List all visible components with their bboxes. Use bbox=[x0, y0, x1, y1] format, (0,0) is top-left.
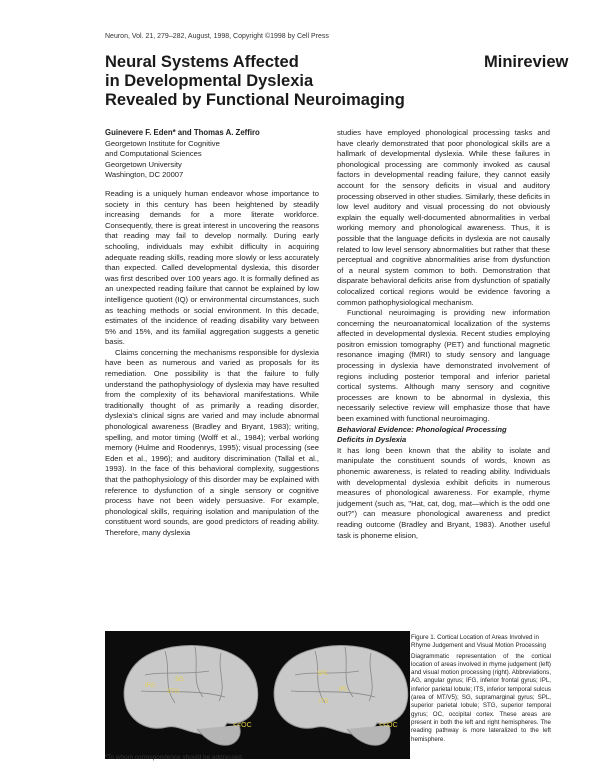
caption-title: Figure 1. Cortical Location of Areas Involved in Rhyme Judgement and Visual Motion Processing bbox=[411, 634, 547, 650]
column-left bbox=[105, 128, 319, 539]
section-heading-line-2: Deficits in Dyslexia bbox=[337, 435, 407, 445]
body-paragraph: Reading is a uniquely human endeavor whose importance to society in this century has been heightened by steadily increasing demands for a more literate workforce. Consequently, there is great interest in uncovering the reasons that reading may fail to develop normally. During early schooling, individuals may exhibit difficulty in acquiring adequate reading skills, reading more slowly or less accurately than expected. Called developmental dyslexia, this disorder was first described over 100 years ago. It is formally defined as an unexpected reading failure that cannot be explained by low intelligence quotient (IQ) or environmental circumstances, such as teaching methods or social environment. In this decade, estimates of the incidence of reading disability vary between 5% and 15%, and its familial aggregation suggests a genetic basis. bbox=[105, 188, 319, 347]
author-affiliation bbox=[105, 139, 319, 181]
article-type-label: Minireview bbox=[484, 53, 569, 71]
footnote: *To whom correspondence should be addressed. bbox=[105, 754, 244, 761]
journal-citation: Neuron, Vol. 21, 279–282, August, 1998, Copyright ©1998 by Cell Press bbox=[105, 33, 329, 40]
body-paragraph: Claims concerning the mechanisms responsible for dyslexia have been as numerous and varied as proposals for its remediation. One possibility is that the failure to fully understand the pathophysiology of dyslexia may have resulted from the complexity of its behavioral manifestations. While traditionally thought of as primarily a reading disorder, dyslexia's clinical signs are varied and may include abnormal phonological awareness (Bradley and Bryant, 1983); writing, spelling, and motor timing (Wolff et al., 1984); verbal working memory (Hulme and Roodenrys, 1995); visual processing (see Eden et al., 1996); and auditory discrimination (Tallal et al., 1993). In the face of this behavioral complexity, suggestions that the pathophysiology of this disorder may be explained with reference to dysfunction of a single sensory or cognitive process have not been widely persuasive. For example, phonological skills, requiring isolation and manipulation of the constituent word sounds, are good predictors of reading ability. Therefore, many dyslexia bbox=[105, 347, 319, 537]
article-title bbox=[105, 53, 435, 110]
affiliation-line: Washington, DC 20007 bbox=[105, 170, 184, 180]
oc-label-left: <<OC bbox=[233, 722, 252, 729]
body-paragraph: It has long been known that the ability to isolate and manipulate the constituent sounds of words, known as phonemic awareness, is related to reading ability. Individuals with developmental dyslexia exhibit deficits in numerous measures of phonological awareness. For example, rhyme judgement (such as, "Hat, cat, dog, mat—which is the odd one out?") can measure phonological awareness and predict reading outcome (Bradley and Bryant, 1983). Another useful task is phoneme elision, bbox=[337, 445, 550, 540]
column-right bbox=[337, 128, 550, 541]
title-line-3: Revealed by Functional Neuroimaging bbox=[105, 91, 405, 109]
svg-text:ITS: ITS bbox=[319, 699, 329, 705]
brain-diagrams bbox=[105, 631, 410, 759]
title-line-1: Neural Systems Affected bbox=[105, 53, 299, 71]
brain-left bbox=[124, 646, 258, 746]
svg-text:SG: SG bbox=[175, 677, 184, 683]
affiliation-line: Georgetown University bbox=[105, 159, 182, 169]
section-heading bbox=[337, 425, 550, 446]
author-names: Guinevere F. Eden* and Thomas A. Zeffiro bbox=[105, 128, 260, 137]
svg-text:IFG: IFG bbox=[145, 683, 155, 689]
brain-right bbox=[274, 646, 408, 746]
body-paragraph: studies have employed phonological processing tasks and have clearly demonstrated that poor phonological skills are a hallmark of developmental dyslexia. While these failures in phonological processing are commonly invoked as causal factors in developmental reading failure, they cannot easily account for the sensory deficits in visual and auditory processing observed in other studies. Similarly, these deficits in low level auditory and visual processing do not obviously explain the equally well-documented abnormalities in verbal working memory and phonological awareness. Thus, it is possible that the language deficits in dyslexia are not causally related to low level sensory abnormalities but rather that these perceptual and cognitive abnormalities arise from dysfunction of a neural system common to both. Demonstration that disparate behavioral deficits arise from dysfunction of spatially colocalized cortical regions would be evidence favoring a common pathophysiological mechanism. bbox=[337, 128, 550, 307]
affiliation-line: and Computational Sciences bbox=[105, 149, 202, 159]
figure-caption bbox=[411, 634, 551, 744]
figure-1-image bbox=[105, 631, 410, 759]
oc-label-right: <<OC bbox=[379, 722, 398, 729]
caption-body: Diagrammatic representation of the cortical location of areas involved in rhyme judgement (left) and visual motion processing (right). Abbreviations, AG, angular gyrus; IFG, inferior frontal gyrus; IPL, inferior parietal lobule; ITS, inferior temporal sulcus (area of MT/V5); SG, supramarginal gyrus; SPL, superior parietal lobule; STG, superior temporal gyrus; OC, occipital cortex. These areas are present in both the left and right hemispheres. The reading pathway is more lateralized to the left hemisphere. bbox=[411, 652, 551, 743]
svg-text:SPL: SPL bbox=[317, 671, 329, 677]
section-heading-line-1: Behavioral Evidence: Phonological Processing bbox=[337, 424, 507, 434]
title-line-2: in Developmental Dyslexia bbox=[105, 72, 314, 90]
affiliation-line: Georgetown Institute for Cognitive bbox=[105, 138, 220, 148]
svg-text:STG: STG bbox=[167, 689, 180, 695]
svg-text:IPL: IPL bbox=[339, 687, 349, 693]
body-paragraph: Functional neuroimaging is providing new information concerning the neuroanatomical localization of the systems affected in developmental dyslexia. Recent studies employing positron emission tomography (PET) and functional magnetic resonance imaging (fMRI) to study sensory and language processing in dyslexia have demonstrated involvement of regions including posterior temporal and inferior parietal cortical systems. Although many sensory and cognitive processes are known to be abnormal in dyslexia, this necessarily selective review will emphasize those that have been examined with functional neuroimaging. bbox=[337, 308, 550, 424]
